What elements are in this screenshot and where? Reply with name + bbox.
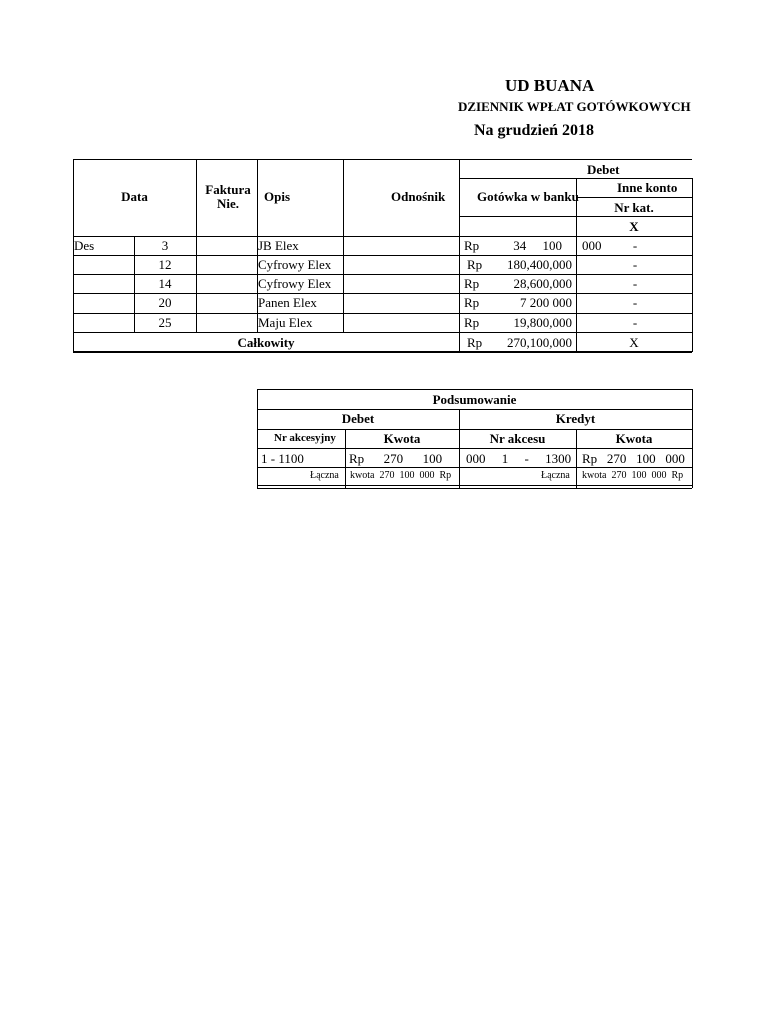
row-divider — [73, 274, 692, 275]
row-day: 25 — [158, 315, 172, 330]
row-divider — [73, 255, 692, 256]
row-day: 20 — [158, 295, 172, 310]
company-name: UD BUANA — [505, 76, 595, 95]
col-header-description: Opis — [264, 189, 291, 204]
summary-divider — [257, 467, 692, 468]
total-currency: Rp — [467, 335, 483, 350]
row-amount: 19,800,000 — [513, 315, 572, 330]
summary-debit-acc-header: Nr akcesyjny — [274, 432, 336, 444]
report-period: Na grudzień 2018 — [474, 122, 594, 139]
col-header-account-no: Nr kat. — [614, 200, 654, 215]
col-header-invoice: Faktura — [205, 182, 251, 197]
row-currency: Rp — [467, 257, 483, 272]
row-day: 12 — [158, 257, 172, 272]
table-right-border — [692, 178, 693, 352]
col-divider — [343, 159, 344, 236]
row-amount-tail: 000 — [582, 238, 602, 253]
table-left-border — [73, 159, 74, 352]
summary-debit-header: Debet — [341, 411, 375, 426]
row-currency: Rp — [464, 276, 480, 291]
col-header-other-accounts: Inne konto — [617, 180, 678, 195]
summary-debit-amount: Rp 270 100 — [349, 451, 443, 466]
table-top-border — [73, 159, 692, 160]
table-bottom-border — [73, 351, 692, 353]
other-account-divider — [576, 197, 692, 198]
col-header-debit: Debet — [587, 162, 620, 177]
col-divider — [343, 236, 344, 332]
summary-divider — [257, 429, 692, 430]
row-amount: 34 100 — [513, 238, 562, 253]
col-divider — [196, 236, 197, 332]
summary-credit-amount-header: Kwota — [615, 431, 653, 446]
row-day: 14 — [158, 276, 172, 291]
row-other-account: - — [632, 238, 638, 253]
summary-divider — [257, 485, 692, 486]
col-header-invoice-no: Nie. — [216, 196, 240, 211]
row-month: Des — [74, 238, 95, 253]
summary-divider — [257, 409, 692, 410]
summary-credit-amount: Rp 270 100 000 — [582, 451, 685, 466]
row-other-account: - — [632, 257, 638, 272]
row-divider — [73, 332, 692, 333]
row-currency: Rp — [464, 295, 480, 310]
row-amount: 28,600,000 — [513, 276, 572, 291]
summary-right-border — [692, 389, 693, 488]
summary-left-total-label: Łączna — [310, 470, 339, 481]
col-header-mark: X — [629, 219, 639, 234]
summary-bottom-border — [257, 488, 692, 489]
row-description: Maju Elex — [258, 315, 313, 330]
row-amount: 7 200 000 — [520, 295, 572, 310]
total-label: Całkowity — [237, 335, 295, 350]
summary-right-total-value: kwota 270 100 000 Rp — [582, 470, 684, 481]
total-amount: 270,100,000 — [507, 335, 572, 350]
journal-title: DZIENNIK WPŁAT GOTÓWKOWYCH — [458, 99, 691, 114]
row-description: Cyfrowy Elex — [258, 257, 332, 272]
col-header-cash-in-bank: Gotówka w banku — [477, 189, 579, 204]
col-header-reference: Odnośnik — [391, 189, 446, 204]
summary-credit-header: Kredyt — [555, 411, 596, 426]
col-divider — [459, 159, 460, 352]
row-divider — [73, 313, 692, 314]
summary-debit-amount-header: Kwota — [383, 431, 421, 446]
row-description: Cyfrowy Elex — [258, 276, 332, 291]
total-mark: X — [629, 335, 639, 350]
summary-divider — [257, 448, 692, 449]
summary-credit-acc: 000 1 - 1300 — [466, 451, 572, 466]
summary-title: Podsumowanie — [432, 392, 517, 407]
header-bottom-border — [73, 236, 692, 237]
row-day: 3 — [161, 238, 169, 253]
summary-left-total-value: kwota 270 100 000 Rp — [350, 470, 452, 481]
summary-right-total-label: Łączna — [541, 470, 570, 481]
row-currency: Rp — [464, 315, 480, 330]
summary-top-border — [257, 389, 692, 390]
row-currency: Rp — [464, 238, 480, 253]
summary-debit-acc: 1 - 1100 — [261, 451, 304, 466]
row-amount: 180,400,000 — [507, 257, 572, 272]
row-description: JB Elex — [258, 238, 299, 253]
row-other-account: - — [632, 315, 638, 330]
row-other-account: - — [632, 276, 638, 291]
col-header-date: Data — [121, 189, 148, 204]
row-other-account: - — [632, 295, 638, 310]
row-divider — [73, 293, 692, 294]
summary-credit-acc-header: Nr akcesu — [489, 431, 546, 446]
row-description: Panen Elex — [258, 295, 317, 310]
